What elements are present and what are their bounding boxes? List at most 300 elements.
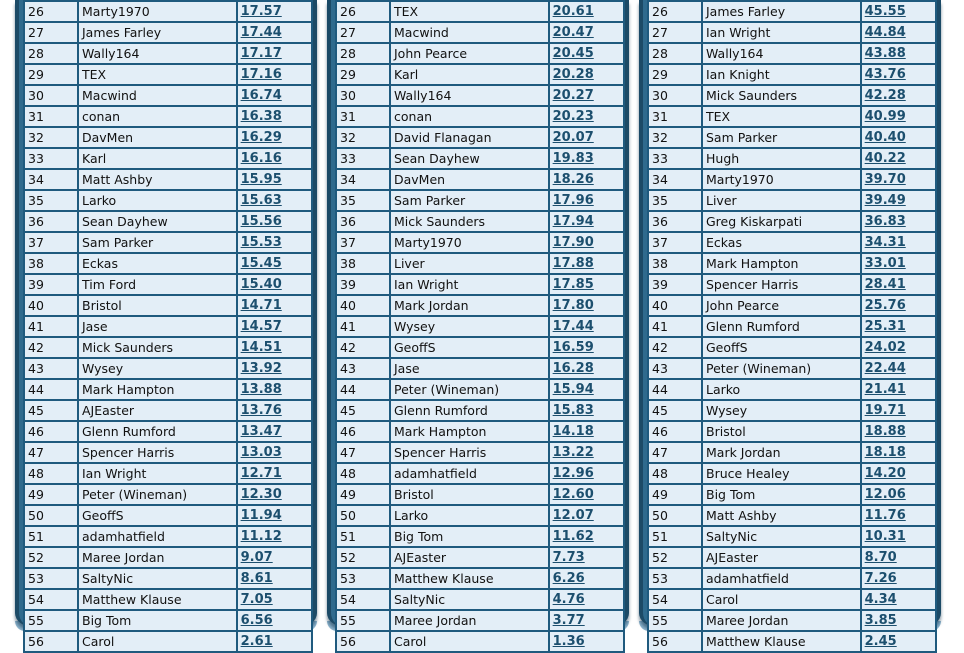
score-link[interactable]: 12.71 [240, 466, 282, 481]
table-row [336, 337, 624, 358]
player-name-cell: Spencer Harris [390, 442, 549, 463]
score-cell [237, 610, 312, 631]
score-cell [861, 547, 936, 568]
score-link[interactable]: 2.61 [240, 634, 273, 649]
score-link[interactable]: 17.94 [552, 214, 594, 229]
rank-cell: 48 [648, 463, 702, 484]
rank-cell: 29 [336, 64, 390, 85]
table-row [648, 253, 936, 274]
score-link[interactable]: 20.23 [552, 109, 594, 124]
rank-cell: 43 [24, 358, 78, 379]
score-cell [237, 337, 312, 358]
score-cell [237, 43, 312, 64]
score-cell [237, 589, 312, 610]
score-cell [861, 610, 936, 631]
rank-cell: 45 [24, 400, 78, 421]
player-name-cell: Spencer Harris [702, 274, 861, 295]
table-row [24, 610, 312, 631]
leaderboard-table-3 [647, 0, 937, 653]
rank-cell: 30 [336, 85, 390, 106]
score-cell [237, 631, 312, 652]
player-name-cell: Karl [78, 148, 237, 169]
score-link[interactable]: 12.60 [552, 487, 594, 502]
score-link[interactable]: 19.83 [552, 151, 594, 166]
table-row [648, 43, 936, 64]
score-cell [237, 316, 312, 337]
score-link[interactable]: 40.40 [864, 130, 906, 145]
score-cell [549, 253, 624, 274]
score-cell [237, 190, 312, 211]
score-link[interactable]: 40.99 [864, 109, 906, 124]
player-name-cell: John Pearce [390, 43, 549, 64]
score-cell [861, 43, 936, 64]
rank-cell: 43 [336, 358, 390, 379]
table-row [24, 337, 312, 358]
score-cell [237, 127, 312, 148]
score-link[interactable]: 12.96 [552, 466, 594, 481]
player-name-cell: Larko [78, 190, 237, 211]
score-cell [237, 148, 312, 169]
score-link[interactable]: 14.57 [240, 319, 282, 334]
player-name-cell: Matthew Klause [702, 631, 861, 652]
score-cell [861, 169, 936, 190]
table-row [648, 379, 936, 400]
score-cell [549, 169, 624, 190]
table-row [336, 463, 624, 484]
score-link[interactable]: 43.76 [864, 67, 906, 82]
player-name-cell: GeoffS [702, 337, 861, 358]
score-link[interactable]: 4.34 [864, 592, 897, 607]
player-name-cell: Sam Parker [702, 127, 861, 148]
player-name-cell: Wally164 [702, 43, 861, 64]
table-row [336, 358, 624, 379]
player-name-cell: Glenn Rumford [702, 316, 861, 337]
score-link[interactable]: 15.56 [240, 214, 282, 229]
table-row [24, 421, 312, 442]
player-name-cell: Ian Knight [702, 64, 861, 85]
player-name-cell: Maree Jordan [78, 547, 237, 568]
player-name-cell: Bristol [390, 484, 549, 505]
table-row [648, 85, 936, 106]
score-link[interactable]: 11.76 [864, 508, 906, 523]
score-link[interactable]: 11.94 [240, 508, 282, 523]
player-name-cell: Matt Ashby [702, 505, 861, 526]
player-name-cell: Mick Saunders [78, 337, 237, 358]
score-cell [549, 568, 624, 589]
score-link[interactable]: 15.53 [240, 235, 282, 250]
score-cell [861, 379, 936, 400]
table-row [648, 505, 936, 526]
player-name-cell: DavMen [78, 127, 237, 148]
score-cell [549, 211, 624, 232]
score-link[interactable]: 14.71 [240, 298, 282, 313]
rank-cell: 29 [24, 64, 78, 85]
score-link[interactable]: 17.85 [552, 277, 594, 292]
score-link[interactable]: 1.36 [552, 634, 585, 649]
player-name-cell: AJEaster [78, 400, 237, 421]
table-row [24, 106, 312, 127]
score-cell [237, 463, 312, 484]
score-link[interactable]: 17.96 [552, 193, 594, 208]
score-link[interactable]: 20.27 [552, 88, 594, 103]
score-cell [861, 337, 936, 358]
score-link[interactable]: 17.88 [552, 256, 594, 271]
rank-cell: 32 [336, 127, 390, 148]
score-link[interactable]: 25.31 [864, 319, 906, 334]
rank-cell: 42 [648, 337, 702, 358]
score-link[interactable]: 18.26 [552, 172, 594, 187]
score-link[interactable]: 14.18 [552, 424, 594, 439]
score-link[interactable]: 7.05 [240, 592, 273, 607]
table-row [648, 358, 936, 379]
table-row [336, 106, 624, 127]
rank-cell: 51 [648, 526, 702, 547]
score-link[interactable]: 20.07 [552, 130, 594, 145]
score-cell [549, 43, 624, 64]
score-link[interactable]: 12.06 [864, 487, 906, 502]
player-name-cell: Sean Dayhew [78, 211, 237, 232]
score-link[interactable]: 16.16 [240, 151, 282, 166]
rank-cell: 27 [336, 22, 390, 43]
score-link[interactable]: 16.38 [240, 109, 282, 124]
score-link[interactable]: 7.26 [864, 571, 897, 586]
score-link[interactable]: 9.07 [240, 550, 273, 565]
score-link[interactable]: 12.07 [552, 508, 594, 523]
score-link[interactable]: 17.17 [240, 46, 282, 61]
score-cell [549, 232, 624, 253]
score-cell [549, 64, 624, 85]
score-link[interactable]: 36.83 [864, 214, 906, 229]
score-link[interactable]: 3.77 [552, 613, 585, 628]
table-row [648, 442, 936, 463]
player-name-cell: Bristol [702, 421, 861, 442]
score-link[interactable]: 12.30 [240, 487, 282, 502]
rank-cell: 49 [24, 484, 78, 505]
player-name-cell: Mark Jordan [390, 295, 549, 316]
player-name-cell: Carol [78, 631, 237, 652]
score-link[interactable]: 8.61 [240, 571, 273, 586]
score-link[interactable]: 17.44 [240, 25, 282, 40]
player-name-cell: Greg Kiskarpati [702, 211, 861, 232]
table-row [648, 400, 936, 421]
score-link[interactable]: 22.44 [864, 361, 906, 376]
table-row [336, 505, 624, 526]
player-name-cell: Matthew Klause [78, 589, 237, 610]
player-name-cell: SaltyNic [78, 568, 237, 589]
score-link[interactable]: 39.49 [864, 193, 906, 208]
score-cell [549, 610, 624, 631]
table-row [24, 274, 312, 295]
rank-cell: 40 [24, 295, 78, 316]
score-link[interactable]: 17.16 [240, 67, 282, 82]
table-row [24, 463, 312, 484]
score-link[interactable]: 20.61 [552, 4, 594, 19]
score-cell [861, 631, 936, 652]
player-name-cell: SaltyNic [390, 589, 549, 610]
rank-cell: 47 [336, 442, 390, 463]
rank-cell: 36 [24, 211, 78, 232]
score-link[interactable]: 15.94 [552, 382, 594, 397]
score-link[interactable]: 15.63 [240, 193, 282, 208]
player-name-cell: Eckas [78, 253, 237, 274]
rank-cell: 46 [336, 421, 390, 442]
player-name-cell: Ian Wright [78, 463, 237, 484]
player-name-cell: AJEaster [702, 547, 861, 568]
table-row [336, 526, 624, 547]
player-name-cell: Bristol [78, 295, 237, 316]
score-link[interactable]: 3.85 [864, 613, 897, 628]
score-link[interactable]: 21.41 [864, 382, 906, 397]
score-cell [237, 22, 312, 43]
score-link[interactable]: 44.84 [864, 25, 906, 40]
table-row [648, 274, 936, 295]
rank-cell: 42 [24, 337, 78, 358]
score-cell [861, 148, 936, 169]
player-name-cell: adamhatfield [390, 463, 549, 484]
score-link[interactable]: 13.47 [240, 424, 282, 439]
rank-cell: 37 [648, 232, 702, 253]
player-name-cell: AJEaster [390, 547, 549, 568]
rank-cell: 34 [24, 169, 78, 190]
score-link[interactable]: 7.73 [552, 550, 585, 565]
score-cell [237, 547, 312, 568]
score-link[interactable]: 20.45 [552, 46, 594, 61]
player-name-cell: GeoffS [390, 337, 549, 358]
rank-cell: 51 [336, 526, 390, 547]
score-cell [237, 421, 312, 442]
rank-cell: 33 [336, 148, 390, 169]
score-link[interactable]: 13.76 [240, 403, 282, 418]
leaderboard-table-2 [335, 0, 625, 653]
score-link[interactable]: 18.18 [864, 445, 906, 460]
table-row [336, 127, 624, 148]
score-link[interactable]: 14.51 [240, 340, 282, 355]
rank-cell: 35 [24, 190, 78, 211]
rank-cell: 36 [336, 211, 390, 232]
score-link[interactable]: 17.57 [240, 4, 282, 19]
score-link[interactable]: 16.59 [552, 340, 594, 355]
score-cell [549, 295, 624, 316]
player-name-cell: Mark Hampton [390, 421, 549, 442]
score-link[interactable]: 13.03 [240, 445, 282, 460]
score-cell [549, 442, 624, 463]
rank-cell: 45 [336, 400, 390, 421]
player-name-cell: Wysey [702, 400, 861, 421]
player-name-cell: Ian Wright [390, 274, 549, 295]
rank-cell: 56 [24, 631, 78, 652]
table-row [336, 43, 624, 64]
rank-cell: 40 [648, 295, 702, 316]
score-link[interactable]: 16.74 [240, 88, 282, 103]
rank-cell: 30 [648, 85, 702, 106]
score-link[interactable]: 17.80 [552, 298, 594, 313]
score-link[interactable]: 13.88 [240, 382, 282, 397]
score-cell [549, 127, 624, 148]
score-link[interactable]: 42.28 [864, 88, 906, 103]
rank-cell: 40 [336, 295, 390, 316]
rank-cell: 36 [648, 211, 702, 232]
score-link[interactable]: 2.45 [864, 634, 897, 649]
rank-cell: 27 [648, 22, 702, 43]
rank-cell: 39 [336, 274, 390, 295]
score-cell [549, 400, 624, 421]
player-name-cell: TEX [390, 1, 549, 22]
rank-cell: 44 [24, 379, 78, 400]
score-cell [237, 358, 312, 379]
score-cell [549, 106, 624, 127]
player-name-cell: Marty1970 [702, 169, 861, 190]
score-link[interactable]: 14.20 [864, 466, 906, 481]
rank-cell: 55 [648, 610, 702, 631]
score-link[interactable]: 15.83 [552, 403, 594, 418]
player-name-cell: Jase [78, 316, 237, 337]
score-cell [237, 526, 312, 547]
score-cell [237, 85, 312, 106]
rank-cell: 28 [336, 43, 390, 64]
score-cell [549, 148, 624, 169]
score-link[interactable]: 13.22 [552, 445, 594, 460]
table-row [336, 568, 624, 589]
score-link[interactable]: 11.12 [240, 529, 282, 544]
score-link[interactable]: 19.71 [864, 403, 906, 418]
table-row [24, 442, 312, 463]
player-name-cell: Wysey [390, 316, 549, 337]
score-cell [861, 64, 936, 85]
table-row [24, 379, 312, 400]
player-name-cell: SaltyNic [702, 526, 861, 547]
score-link[interactable]: 20.47 [552, 25, 594, 40]
score-cell [861, 484, 936, 505]
score-link[interactable]: 17.90 [552, 235, 594, 250]
score-cell [861, 211, 936, 232]
table-row [24, 148, 312, 169]
score-link[interactable]: 16.29 [240, 130, 282, 145]
score-cell [549, 274, 624, 295]
score-cell [237, 295, 312, 316]
player-name-cell: Mark Jordan [702, 442, 861, 463]
score-link[interactable]: 45.55 [864, 4, 906, 19]
table-row [648, 1, 936, 22]
score-link[interactable]: 25.76 [864, 298, 906, 313]
score-cell [549, 22, 624, 43]
score-link[interactable]: 16.28 [552, 361, 594, 376]
score-cell [861, 106, 936, 127]
rank-cell: 34 [648, 169, 702, 190]
score-link[interactable]: 6.56 [240, 613, 273, 628]
table-row [336, 442, 624, 463]
score-link[interactable]: 13.92 [240, 361, 282, 376]
table-row [648, 568, 936, 589]
score-link[interactable]: 6.26 [552, 571, 585, 586]
rank-cell: 53 [24, 568, 78, 589]
score-link[interactable]: 15.95 [240, 172, 282, 187]
player-name-cell: Karl [390, 64, 549, 85]
player-name-cell: Peter (Wineman) [390, 379, 549, 400]
score-cell [549, 358, 624, 379]
score-link[interactable]: 20.28 [552, 67, 594, 82]
table-row [24, 1, 312, 22]
score-link[interactable]: 43.88 [864, 46, 906, 61]
player-name-cell: DavMen [390, 169, 549, 190]
table-row [648, 526, 936, 547]
score-cell [237, 442, 312, 463]
table-row [24, 505, 312, 526]
table-row [24, 358, 312, 379]
score-link[interactable]: 18.88 [864, 424, 906, 439]
rank-cell: 38 [24, 253, 78, 274]
score-link[interactable]: 10.31 [864, 529, 906, 544]
rank-cell: 56 [648, 631, 702, 652]
rank-cell: 39 [648, 274, 702, 295]
rank-cell: 50 [336, 505, 390, 526]
table-row [336, 85, 624, 106]
score-cell [861, 295, 936, 316]
rank-cell: 46 [24, 421, 78, 442]
table-row [336, 379, 624, 400]
score-cell [237, 211, 312, 232]
rank-cell: 31 [336, 106, 390, 127]
table-row [336, 253, 624, 274]
score-cell [549, 421, 624, 442]
score-link[interactable]: 33.01 [864, 256, 906, 271]
table-row [648, 127, 936, 148]
rank-cell: 32 [648, 127, 702, 148]
player-name-cell: conan [390, 106, 549, 127]
rank-cell: 30 [24, 85, 78, 106]
table-row [648, 211, 936, 232]
rank-cell: 28 [648, 43, 702, 64]
score-cell [861, 232, 936, 253]
score-cell [237, 1, 312, 22]
score-link[interactable]: 28.41 [864, 277, 906, 292]
score-link[interactable]: 40.22 [864, 151, 906, 166]
score-cell [861, 505, 936, 526]
score-cell [237, 232, 312, 253]
player-name-cell: Spencer Harris [78, 442, 237, 463]
score-link[interactable]: 8.70 [864, 550, 897, 565]
table-row [336, 295, 624, 316]
table-row [648, 337, 936, 358]
table-row [336, 190, 624, 211]
table-row [648, 484, 936, 505]
table-row [24, 43, 312, 64]
score-link[interactable]: 34.31 [864, 235, 906, 250]
table-row [24, 64, 312, 85]
score-link[interactable]: 24.02 [864, 340, 906, 355]
score-link[interactable]: 4.76 [552, 592, 585, 607]
score-link[interactable]: 15.40 [240, 277, 282, 292]
player-name-cell: Maree Jordan [702, 610, 861, 631]
player-name-cell: TEX [78, 64, 237, 85]
table-row [24, 22, 312, 43]
table-row [24, 190, 312, 211]
score-link[interactable]: 11.62 [552, 529, 594, 544]
table-row [24, 484, 312, 505]
rank-cell: 27 [24, 22, 78, 43]
score-cell [549, 589, 624, 610]
score-cell [861, 400, 936, 421]
rank-cell: 55 [336, 610, 390, 631]
table-row [336, 211, 624, 232]
rank-cell: 29 [648, 64, 702, 85]
score-cell [549, 379, 624, 400]
rank-cell: 46 [648, 421, 702, 442]
score-cell [549, 190, 624, 211]
score-link[interactable]: 39.70 [864, 172, 906, 187]
rank-cell: 45 [648, 400, 702, 421]
score-link[interactable]: 15.45 [240, 256, 282, 271]
score-link[interactable]: 17.44 [552, 319, 594, 334]
